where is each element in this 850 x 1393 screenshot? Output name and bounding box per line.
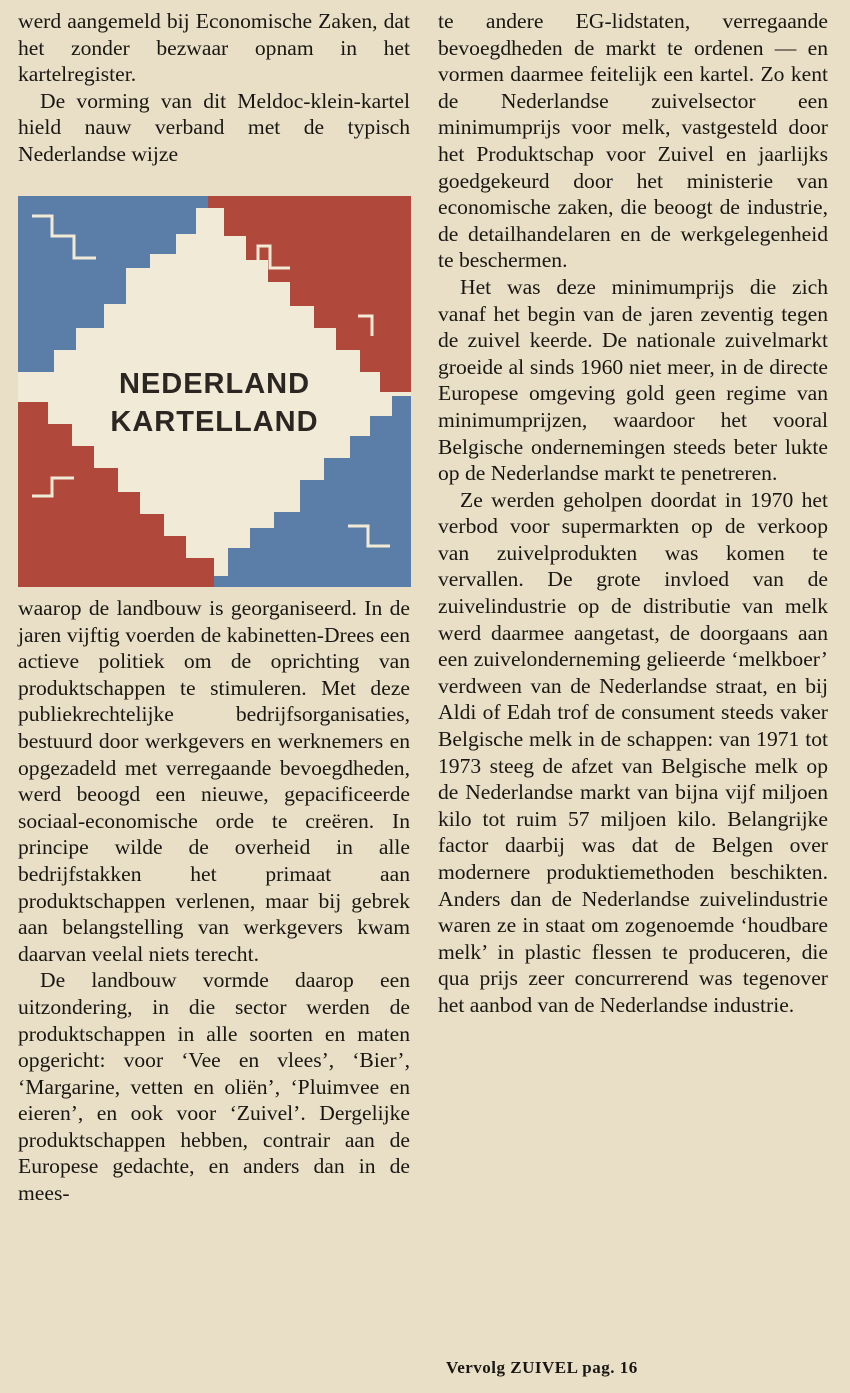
- paragraph: werd aangemeld bij Economische Zaken, dat het zonder bezwaar opnam in het kartelregister.: [18, 9, 410, 87]
- left-column-top: [18, 8, 410, 168]
- logo-title-line1: NEDERLAND: [118, 368, 311, 400]
- continuation-note: Vervolg ZUIVEL pag. 16: [446, 1358, 638, 1377]
- paragraph: Ze werden geholpen doordat in 1970 het verbod voor supermarkten op de verkoop van zuivelprodukten was komen te vervallen. De grote invloed van de zuivelindustrie op de distributie van melk werd daarmee aangetast, de doorgaans aan een zuivelonderneming gelieerde ‘melkboer’ verdween van de Nederlandse straat, en bij Aldi of Edah trof de consument steeds vaker Belgische melk in de schappen: van 1971 tot 1973 steeg de afzet van Belgische melk op de Nederlandse markt van bijna vijf miljoen kilo tot ruim 57 miljoen kilo. Belangrijke factor daarbij was dat de Belgen over modernere produktiemethoden beschikten. Anders dan de Nederlandse zuivelindustrie waren ze in staat om zogenoemde ‘houdbare melk’ in plastic flessen te produceren, die qua prijs zeer concurrerend was tegenover het aanbod van de Nederlandse industrie.: [438, 487, 828, 1017]
- paragraph: De vorming van dit Meldoc-klein-kartel hield nauw verband met de typisch Nederlandse wijze: [18, 88, 410, 166]
- paragraph: De landbouw vormde daarop een uitzondering, in die sector werden de produktschappen in alle soorten en maten opgericht: voor ‘Vee en vlees’, ‘Bier’, ‘Margarine, vetten en oliën’, ‘Pluimvee en eieren’, en ook voor ‘Zuivel’. Dergelijke produktschappen hebben, contrair aan de Europese gedachte, en anders dan in de mees-: [18, 968, 410, 1206]
- paragraph: Het was deze minimumprijs die zich vanaf het begin van de jaren zeventig tegen de zuivel keerde. De nationale zuivelmarkt groeide al sinds 1960 niet meer, in de directe Europese omgeving gold geen regime van minimumprijzen, waardoor het vooral Belgische ondernemingen steeds beter lukte op de Nederlandse markt te penetreren.: [438, 274, 828, 486]
- paragraph: te andere EG-lidstaten, verregaande bevoegdheden de markt te ordenen — en vormen daarmee feitelijk een kartel. Zo kent de Nederlandse zuivelsector een minimumprijs voor melk, vastgesteld door het Produktschap voor Zuivel en jaarlijks goedgekeurd door het ministerie van economische zaken, die beoogt de industrie, de detailhandelaren en de werkgelegenheid te beschermen.: [438, 9, 828, 273]
- paragraph: waarop de landbouw is georganiseerd. In de jaren vijftig voerden de kabinetten-Drees een actieve politiek om de oprichting van produktschappen te stimuleren. Met deze publiekrechtelijke bedrijfsorganisaties, bestuurd door werkgevers en werknemers en opgezadeld met verregaande bevoegdheden, werd beoogd een nieuwe, gepacificeerde sociaal-economische orde te creëren. In principe wilde de overheid in alle bedrijfstakken het primaat aan produktschappen verlenen, maar bij gebrek aan belangstelling van werkgevers kwam daarvan veelal niets terecht.: [18, 596, 410, 966]
- left-column-bottom: [18, 595, 410, 1207]
- logo-title-line2: KARTELLAND: [110, 406, 319, 438]
- nederland-kartelland-logo: [18, 196, 411, 587]
- right-column: [438, 8, 828, 1019]
